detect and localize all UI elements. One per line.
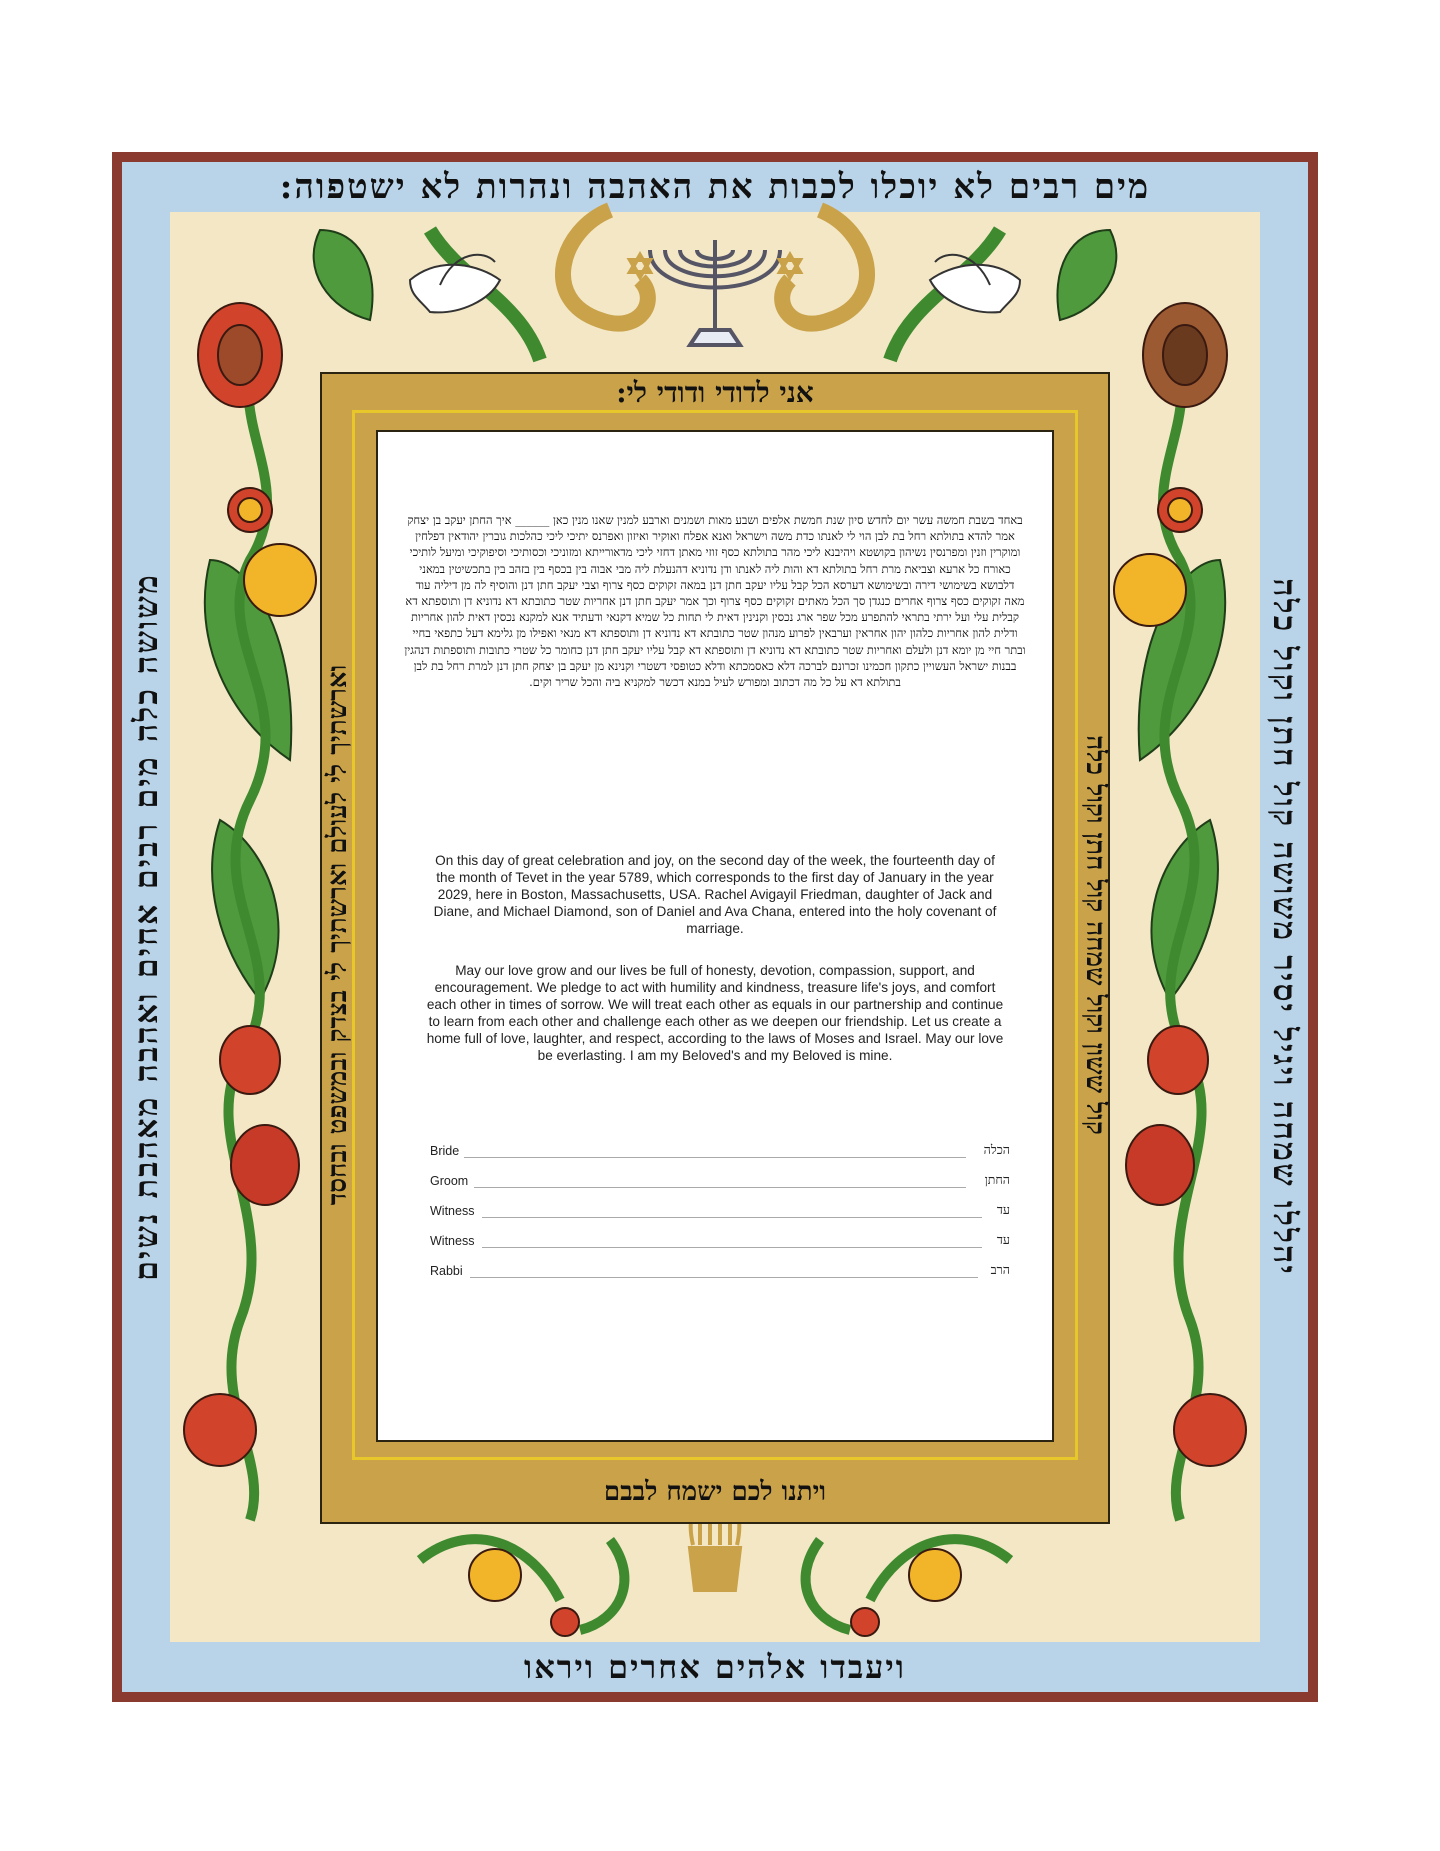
signature-line[interactable] [474, 1187, 966, 1188]
signature-label: Bride [430, 1144, 460, 1158]
gold-frame-left-verse: וארשתיך לי לעולם וארשתיך לי בצדק ובמשפט ובחסד [323, 664, 353, 1206]
english-paragraph-vows: May our love grow and our lives be full of honesty, devotion, compassion, support, and encouragement. We pledge to act with humility and kindness, treasure life's joys, and comfort each other in times of sorrow. We will treat each other as equals in our partnership and continue to learn from each other and challenge each other as we deepen our friendship. Let us create a home full of love, laughter, and respect, according to the laws of Moses and Israel. May our love be everlasting. I am my Beloved's and my Beloved is mine. [426, 963, 1004, 1063]
menorah-icon [650, 240, 780, 345]
signature-row-witness-1 [430, 1200, 1010, 1220]
signature-label-hebrew: החתן [984, 1172, 1010, 1187]
signature-label-hebrew: עד [996, 1202, 1010, 1217]
signature-label: Witness [430, 1204, 475, 1218]
top-border-verse: מים רבים לא יוכלו לכבות את האהבה ונהרות לא ישטפוה: [279, 167, 1151, 207]
signature-row-bride [430, 1140, 1010, 1160]
aramaic-ketubah-text: באחד בשבת חמשה עשר יום לחדש סיון שנת חמשת אלפים ושבע מאות ושמנים וארבע למנין שאנו מנין כאן ______ איך החתן יעקב בן יצחק אמר להדא בתולתא רחל בת לבן הוי לי לאנתו כדת משה וישראל ואנא אפלח ואוקיר ואיזון ואפרנס יתיכי ליכי כהלכות גוברין יהודאין דפלחין ומוקרין וזנין ומפרנסין נשיהון בקושטא ויהיבנא ליכי מהר בתולתא כסף זוזי מאתן דחזי ליכי מדאורייתא ומזוניכי וכסותיכי וסיפוקיכי ומיעל לותיכי כאורח כל ארעא וצביאת מרת רחל בתולתא דא והות ליה לאנתו ודן נדוניא דהנעלת ליה מבי אבוה בין בכסף בין בזהב בין בתכשיטין במאני דלבושא בשימושי דירה ובשימושא דערסא הכל קבל עליו יעקב חתן דנן במאה זקוקים כסף צרוף וצבי יעקב חתן דנן והוסיף לה מן דיליה עוד מאה זקוקים כסף צרוף אחרים כנגדן סך הכל מאתים זקוקים כסף צרוף וכך אמר יעקב חתן דנן אחריות שטר כתובתא דא נדוניא דן ותוספתא דא קבלית עלי ועל ירתי בתראי להתפרע מכל שפר ארג נכסין וקנינין דאית לי תחות כל שמיא דקנאי ודעתיד אנא למקנא נכסין דאית להון אחריות ודלית להון אחריות כלהון יהון אחראין וערבאין לפרוע מנהון שטר כתובתא דא נדוניא דן ותוספתא דא מנאי ואפילו מן גלימא דעל כתפאי בחיי ובתר חיי מן יומא דנן ולעלם ואחריות שטר כתובתא דא נדוניא דן ותוספתא דא קבל עליו יעקב חתן דנן כחומר כל שטרי כתובות ותוספתות דנהגין בבנות ישראל העשויין כתקון חכמינו זכרונם לברכה דלא כאסמכתא ודלא כטופסי דשטרי וקנינא מן יעקב בן יצחק חתן דנן למרת רחל בת לבן בתולתא דא על כל מה דכתוב ומפורש לעיל במנא דכשר למקניא ביה והכל שריר וקים. [404, 513, 1026, 690]
left-border-verse: משושה כלה מים רבים אחים ואהבה מאהבת נשים [127, 573, 165, 1281]
signature-label: Rabbi [430, 1264, 463, 1278]
signature-label-hebrew: הכלה [983, 1142, 1010, 1157]
signature-line[interactable] [482, 1217, 982, 1218]
english-paragraph-covenant: On this day of great celebration and joy, on the second day of the week, the fourteenth day of the month of Tevet in the year 5789, which corresponds to the first day of January in the year 2029, here in Boston, Massachusetts, USA. Rachel Avigayil Friedman, daughter of Jack and Diane, and Michael Diamond, son of Daniel and Ava Chana, entered into the holy covenant of marriage. [433, 853, 997, 936]
signature-row-groom [430, 1170, 1010, 1190]
gold-frame-bottom-verse: ויתנו לכם ישמח לבבם [603, 1477, 827, 1507]
signature-line[interactable] [464, 1157, 966, 1158]
gold-frame-top-verse: אני לדודי ודודי לי: [616, 376, 814, 409]
signature-line[interactable] [470, 1277, 978, 1278]
signature-label: Groom [430, 1174, 469, 1188]
signature-row-rabbi [430, 1260, 1010, 1280]
signature-line[interactable] [482, 1247, 982, 1248]
bottom-border-verse: ויעבדו אלהים אחרים ויראו [524, 1648, 906, 1686]
signature-label-hebrew: עד [996, 1232, 1010, 1247]
signature-label-hebrew: הרב [990, 1262, 1010, 1277]
right-border-verse: יהללו שמחה ויגיל יסיר משושה קול חתן וקול כלה [1266, 578, 1304, 1276]
signature-label: Witness [430, 1234, 475, 1248]
gold-frame-right-verse: קול ששון וקול שמחה קול חתן וקול כלה [1080, 735, 1110, 1135]
signature-row-witness-2 [430, 1230, 1010, 1250]
